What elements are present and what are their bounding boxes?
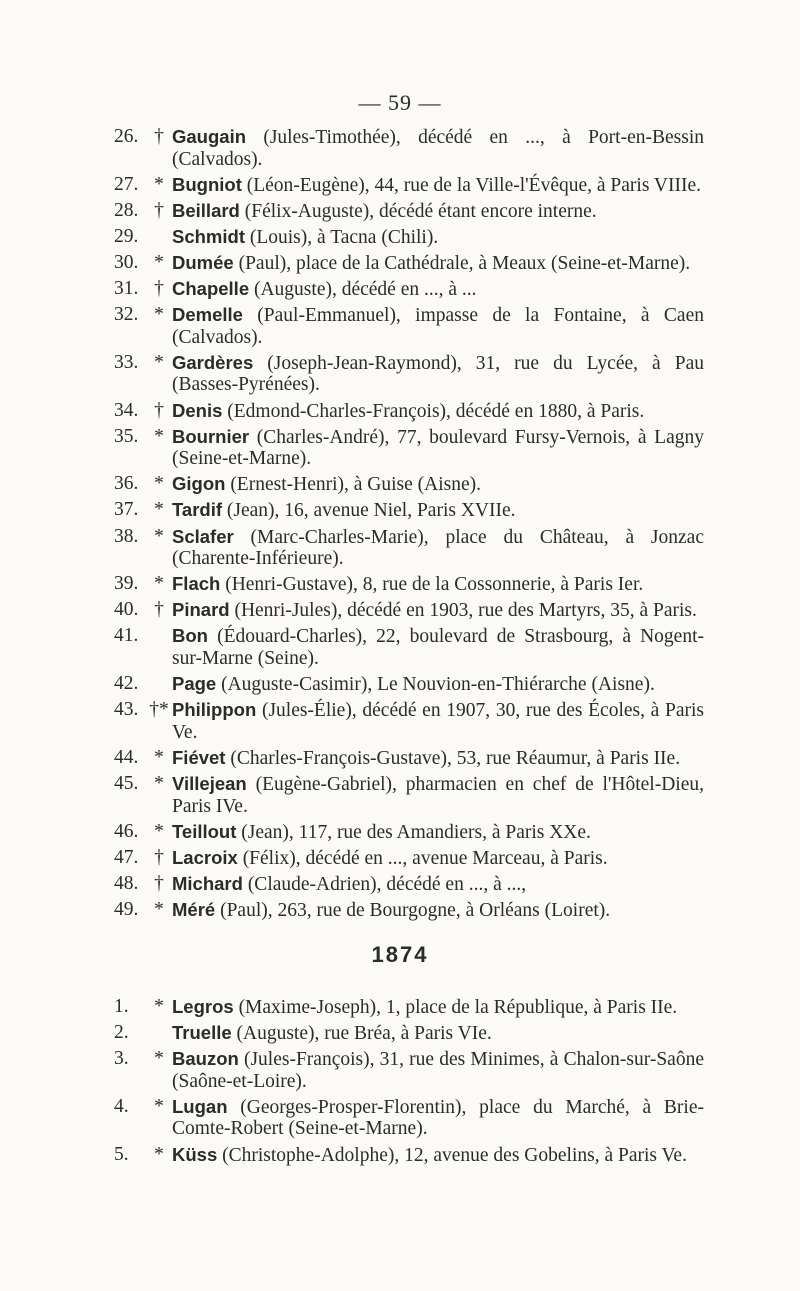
entry-details: (Paul-Emmanuel), impasse de la Fontaine, à Caen (Calvados). bbox=[172, 305, 704, 348]
entry-mark: † bbox=[154, 399, 164, 421]
entry-number: 28. bbox=[114, 199, 139, 221]
entry-name: Sclafer bbox=[172, 525, 234, 547]
entry-number: 44. bbox=[114, 746, 139, 768]
list-item bbox=[114, 847, 704, 870]
entry-number: 38. bbox=[114, 525, 139, 547]
entry-details: (Félix-Auguste), décédé étant encore interne. bbox=[239, 200, 597, 222]
entry-number: 39. bbox=[114, 573, 139, 595]
list-item bbox=[114, 304, 704, 348]
entry-name: Michard bbox=[172, 872, 243, 894]
list-item bbox=[114, 996, 704, 1019]
entry-number: 26. bbox=[114, 126, 139, 147]
entry-details: (Auguste), rue Bréa, à Paris VIe. bbox=[231, 1023, 492, 1045]
entry-details: (Maxime-Joseph), 1, place de la République, à Paris IIe. bbox=[233, 997, 678, 1018]
entry-name: Villejean bbox=[172, 772, 247, 794]
entry-details: (Christophe-Adolphe), 12, avenue des Gobelins, à Paris Ve. bbox=[217, 1144, 687, 1166]
entry-details: (Jules-Élie), décédé en 1907, 30, rue des Écoles, à Paris Ve. bbox=[172, 700, 704, 743]
entry-number: 45. bbox=[114, 772, 139, 794]
entry-number: 2. bbox=[114, 1022, 129, 1044]
entry-details: (Jean), 16, avenue Niel, Paris XVIIe. bbox=[222, 500, 516, 522]
entry-details: (Félix), décédé en ..., avenue Marceau, à Paris. bbox=[237, 847, 608, 869]
entry-mark: * bbox=[154, 573, 164, 595]
entry-details: (Edmond-Charles-François), décédé en 1880, à Paris. bbox=[222, 400, 645, 422]
entry-mark: † bbox=[154, 846, 164, 868]
entry-mark: * bbox=[154, 1095, 164, 1117]
entry-name: Tardif bbox=[172, 499, 223, 521]
entry-mark: † bbox=[154, 599, 164, 621]
entry-list-previous-year bbox=[114, 126, 704, 925]
list-item bbox=[114, 400, 704, 423]
entry-number: 29. bbox=[114, 225, 139, 247]
entry-mark: * bbox=[154, 898, 164, 920]
list-item bbox=[114, 174, 704, 197]
entry-name: Gigon bbox=[172, 473, 226, 495]
entry-name: Gardères bbox=[172, 351, 254, 373]
entry-details: (Claude-Adrien), décédé en ..., à ..., bbox=[242, 873, 527, 895]
entry-details: (Léon-Eugène), 44, rue de la Ville-l'Évêque, à Paris VIIIe. bbox=[241, 174, 702, 196]
entry-number: 36. bbox=[114, 473, 139, 495]
list-item bbox=[114, 473, 704, 496]
list-item bbox=[114, 526, 704, 570]
entry-mark: † bbox=[154, 872, 164, 894]
entry-number: 41. bbox=[114, 625, 139, 647]
entry-details: (Charles-François-Gustave), 53, rue Réaumur, à Paris IIe. bbox=[225, 747, 681, 769]
entry-mark: †* bbox=[149, 699, 169, 721]
entry-list-1874 bbox=[114, 996, 704, 1170]
list-item bbox=[114, 673, 704, 696]
entry-name: Page bbox=[172, 673, 217, 695]
list-item bbox=[114, 899, 704, 922]
list-item bbox=[114, 200, 704, 223]
entry-name: Bon bbox=[172, 625, 208, 647]
entry-number: 42. bbox=[114, 673, 139, 695]
entry-mark: * bbox=[154, 351, 164, 373]
entry-name: Lugan bbox=[172, 1095, 228, 1117]
list-item bbox=[114, 1022, 704, 1045]
entry-name: Schmidt bbox=[172, 225, 245, 247]
entry-name: Teillout bbox=[172, 820, 237, 842]
entry-number: 27. bbox=[114, 173, 139, 195]
entry-details: (Charles-André), 77, boulevard Fursy-Vernois, à Lagny (Seine-et-Marne). bbox=[172, 426, 704, 470]
entry-name: Demelle bbox=[172, 304, 243, 326]
entry-mark: * bbox=[154, 996, 164, 1017]
entry-details: (Jules-François), 31, rue des Minimes, à Chalon-sur-Saône (Saône-et-Loire). bbox=[172, 1049, 704, 1092]
entry-details: (Auguste-Casimir), Le Nouvion-en-Thiérarche (Aisne). bbox=[216, 674, 655, 696]
entry-name: Dumée bbox=[172, 251, 234, 273]
entry-number: 34. bbox=[114, 399, 139, 421]
entry-name: Beillard bbox=[172, 199, 240, 221]
entry-number: 31. bbox=[114, 278, 139, 300]
entry-details: (Henri-Jules), décédé en 1903, rue des Martyrs, 35, à Paris. bbox=[229, 600, 697, 622]
entry-details: (Édouard-Charles), 22, boulevard de Strasbourg, à Nogent-sur-Marne (Seine). bbox=[172, 626, 704, 669]
entry-mark: * bbox=[154, 772, 164, 794]
list-item bbox=[114, 625, 704, 669]
entry-number: 46. bbox=[114, 820, 139, 842]
entry-number: 4. bbox=[114, 1095, 129, 1117]
list-item bbox=[114, 252, 704, 275]
list-item bbox=[114, 773, 704, 817]
entry-number: 37. bbox=[114, 499, 139, 521]
entry-name: Gaugain bbox=[172, 126, 247, 147]
entry-number: 33. bbox=[114, 351, 139, 373]
entry-name: Fiévet bbox=[172, 746, 226, 768]
list-item bbox=[114, 499, 704, 522]
list-item bbox=[114, 747, 704, 770]
entry-number: 3. bbox=[114, 1048, 129, 1070]
entry-mark: * bbox=[154, 499, 164, 521]
entry-number: 49. bbox=[114, 898, 139, 920]
entry-name: Flach bbox=[172, 573, 221, 595]
entry-name: Truelle bbox=[172, 1022, 232, 1044]
entry-number: 40. bbox=[114, 599, 139, 621]
entry-name: Legros bbox=[172, 996, 234, 1017]
entry-name: Bauzon bbox=[172, 1048, 239, 1070]
list-item bbox=[114, 278, 704, 301]
list-item bbox=[114, 599, 704, 622]
entry-details: (Paul), 263, rue de Bourgogne, à Orléans (Loiret). bbox=[215, 899, 611, 921]
entry-details: (Paul), place de la Cathédrale, à Meaux (Seine-et-Marne). bbox=[233, 252, 691, 274]
entry-number: 47. bbox=[114, 846, 139, 868]
entry-number: 1. bbox=[114, 996, 129, 1017]
entry-details: (Jean), 117, rue des Amandiers, à Paris XXe. bbox=[236, 821, 591, 843]
entry-name: Denis bbox=[172, 399, 223, 421]
entry-mark: * bbox=[154, 1048, 164, 1070]
entry-mark: * bbox=[154, 251, 164, 273]
entry-mark: † bbox=[154, 126, 164, 147]
list-item bbox=[114, 1144, 704, 1167]
list-item bbox=[114, 873, 704, 896]
list-item bbox=[114, 699, 704, 743]
entry-mark: * bbox=[154, 304, 164, 326]
entry-mark: * bbox=[154, 425, 164, 447]
entry-name: Lacroix bbox=[172, 846, 238, 868]
entry-mark: * bbox=[154, 746, 164, 768]
entry-mark: * bbox=[154, 820, 164, 842]
entry-mark: † bbox=[154, 278, 164, 300]
entry-number: 32. bbox=[114, 304, 139, 326]
entry-number: 5. bbox=[114, 1143, 129, 1165]
entry-details: (Eugène-Gabriel), pharmacien en chef de l'Hôtel-Dieu, Paris IVe. bbox=[172, 773, 704, 817]
list-item bbox=[114, 352, 704, 396]
year-heading: 1874 bbox=[371, 942, 429, 967]
entry-details: (Ernest-Henri), à Guise (Aisne). bbox=[225, 474, 482, 496]
list-item bbox=[114, 126, 704, 170]
list-item bbox=[114, 573, 704, 596]
entry-name: Chapelle bbox=[172, 278, 250, 300]
entry-number: 43. bbox=[114, 699, 139, 721]
entry-name: Küss bbox=[172, 1143, 218, 1165]
entry-details: (Louis), à Tacna (Chili). bbox=[244, 226, 439, 248]
entry-number: 48. bbox=[114, 872, 139, 894]
entry-details: (Marc-Charles-Marie), place du Château, à Jonzac (Charente-Inférieure). bbox=[172, 526, 704, 570]
entry-mark: † bbox=[154, 199, 164, 221]
entry-name: Bugniot bbox=[172, 173, 242, 195]
entry-details: (Henri-Gustave), 8, rue de la Cossonnerie, à Paris Ier. bbox=[220, 574, 644, 596]
entry-details: (Jules-Timothée), décédé en ..., à Port-en-Bessin (Calvados). bbox=[172, 127, 704, 170]
entry-name: Pinard bbox=[172, 599, 230, 621]
entry-name: Philippon bbox=[172, 699, 257, 721]
entry-name: Méré bbox=[172, 898, 216, 920]
page-number: — 59 — bbox=[358, 90, 442, 115]
entry-mark: * bbox=[154, 525, 164, 547]
entry-mark: * bbox=[154, 1143, 164, 1165]
list-item bbox=[114, 226, 704, 249]
entry-details: (Joseph-Jean-Raymond), 31, rue du Lycée, à Pau (Basses-Pyrénées). bbox=[172, 352, 704, 396]
entry-mark: * bbox=[154, 473, 164, 495]
entry-number: 35. bbox=[114, 425, 139, 447]
list-item bbox=[114, 821, 704, 844]
list-item bbox=[114, 1096, 704, 1140]
entry-name: Bournier bbox=[172, 425, 250, 447]
entry-number: 30. bbox=[114, 251, 139, 273]
entry-details: (Georges-Prosper-Florentin), place du Marché, à Brie-Comte-Robert (Seine-et-Marne). bbox=[172, 1096, 704, 1140]
list-item bbox=[114, 426, 704, 470]
entry-details: (Auguste), décédé en ..., à ... bbox=[249, 279, 477, 301]
list-item bbox=[114, 1048, 704, 1092]
entry-mark: * bbox=[154, 173, 164, 195]
